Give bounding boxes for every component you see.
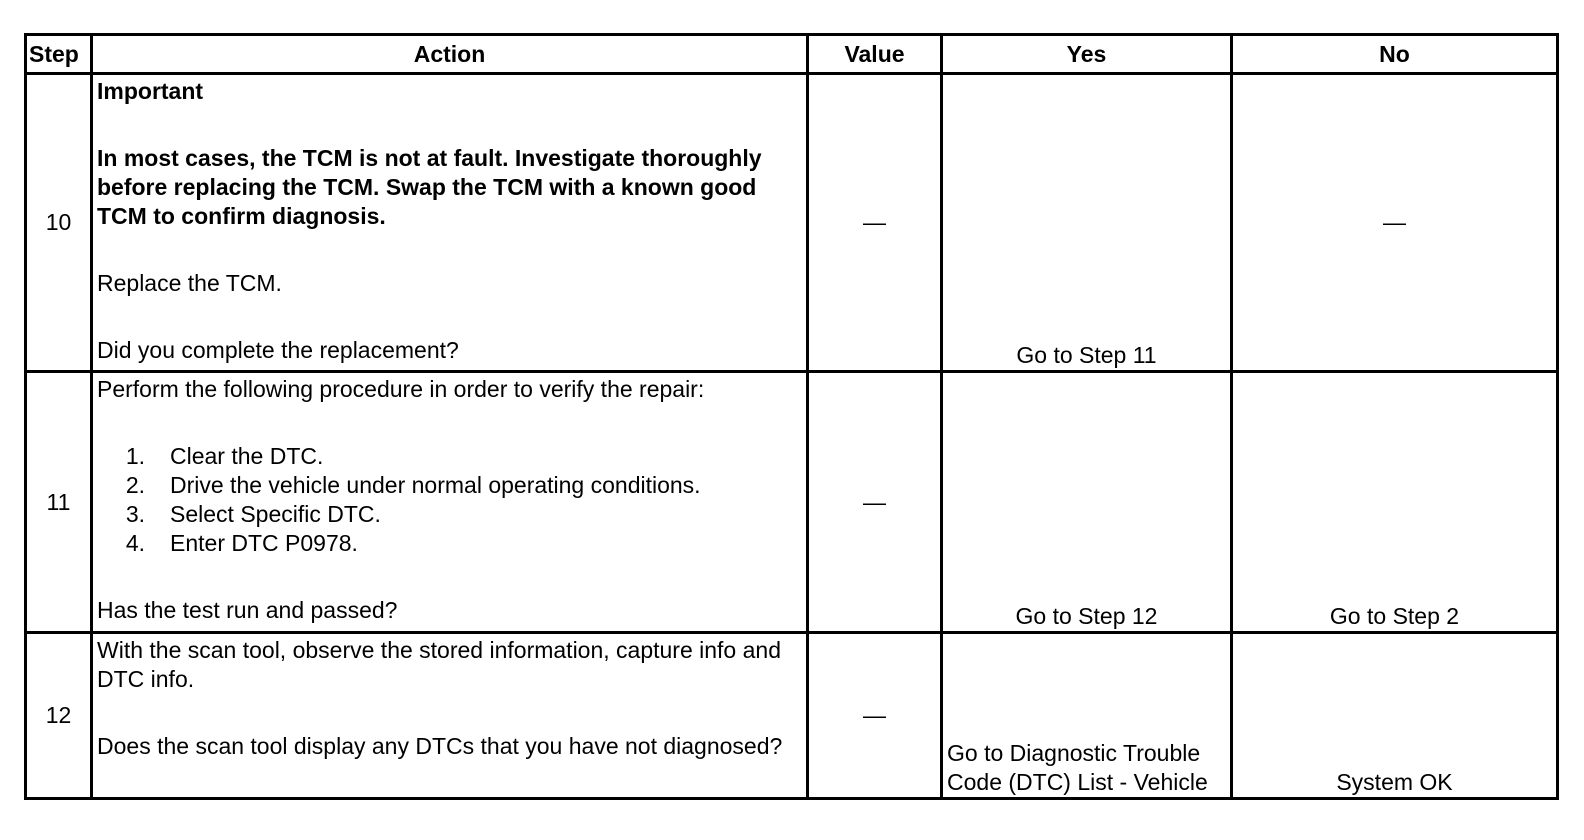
list-item: 3. Select Specific DTC.	[125, 501, 381, 527]
yes-cell: Go to Diagnostic Trouble Code (DTC) List - Vehicle	[942, 633, 1232, 799]
question-text: Does the scan tool display any DTCs that you have not diagnosed?	[97, 733, 783, 759]
instruction-text: Replace the TCM.	[97, 270, 282, 296]
header-action: Action	[92, 35, 808, 74]
table-row	[26, 74, 1558, 372]
no-cell: —	[1232, 74, 1558, 372]
header-no: No	[1232, 35, 1558, 74]
list-item: 1. Clear the DTC.	[125, 443, 324, 469]
no-cell: Go to Step 2	[1232, 372, 1558, 633]
action-cell	[92, 74, 808, 372]
list-item: 2. Drive the vehicle under normal operating conditions.	[125, 472, 701, 498]
no-cell: System OK	[1232, 633, 1558, 799]
yes-cell: Go to Step 12	[942, 372, 1232, 633]
header-row	[26, 35, 1558, 74]
value-cell: —	[808, 74, 942, 372]
important-heading: Important	[97, 78, 204, 104]
header-step: Step	[26, 35, 92, 74]
question-text: Has the test run and passed?	[97, 597, 398, 623]
step-number: 12	[26, 633, 92, 799]
procedure-list	[97, 442, 802, 558]
intro-text: With the scan tool, observe the stored information, capture info and DTC info.	[97, 637, 781, 692]
action-cell	[92, 633, 808, 799]
action-cell	[92, 372, 808, 633]
header-value: Value	[808, 35, 942, 74]
list-item: 4. Enter DTC P0978.	[125, 530, 358, 556]
table-row	[26, 633, 1558, 799]
value-cell: —	[808, 633, 942, 799]
yes-cell: Go to Step 11	[942, 74, 1232, 372]
question-text: Did you complete the replacement?	[97, 337, 459, 363]
diagnostic-table	[24, 33, 1559, 800]
intro-text: Perform the following procedure in order to verify the repair:	[97, 376, 705, 402]
important-text: In most cases, the TCM is not at fault. Investigate thoroughly before replacing the TCM. Swap the TCM with a known good TCM to confirm diagnosis.	[97, 145, 762, 229]
value-cell: —	[808, 372, 942, 633]
step-number: 11	[26, 372, 92, 633]
step-number: 10	[26, 74, 92, 372]
header-yes: Yes	[942, 35, 1232, 74]
table-row	[26, 372, 1558, 633]
